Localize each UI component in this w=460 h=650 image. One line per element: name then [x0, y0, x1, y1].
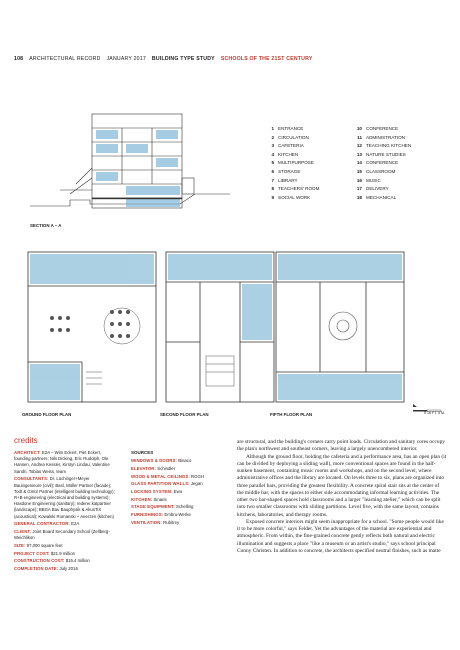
credit-entry: CONSULTANTS: Dr. Lüchinger+Meyer Bauingenieure (civil); Basl, Müller Partner (facade); Todt & Gmür Partner (intelligent building technology); R+B engineering (electrical and building systems); Hasdone Engineering (sanitary); rederer.katpartner (landscape); BBGA Bau Bauphysik & AkusTiX (acoustical); Kowalski Romanski + Aeerzen (kitchen) — [14, 476, 115, 519]
sources-heading: SOURCES — [131, 450, 154, 455]
second-floor-plan — [160, 246, 280, 408]
legend-item: 12 TEACHING KITCHEN — [356, 143, 412, 149]
magazine-name: ARCHITECTURAL RECORD — [29, 56, 101, 62]
legend-item: 18 MECHANICAL — [356, 194, 397, 200]
body-paragraph: Although the ground floor, holding the cafeteria and a performance area, has an open plan (it can be divided by deploying a sliding wall), more conventional spaces are found in the half-sunken basement, containing music rooms and workshops, and on the second level, where administrative offices and the library are located. On levels three to six, plans are organized into three parallel bars, providing the greatest flexibility. A concrete spiral stair sits at the center of the middle bar, with the spaces to either side accommodating informal learning activities. The other two bar-shaped spaces hold classrooms and a larger "learning atelier," which can be split into two smaller classrooms with sliding partitions. Level five, with the same layout, contains kitchens, laboratories, and therapy rooms. — [237, 453, 447, 518]
credit-entry: PROJECT COST: $21.9 million — [14, 550, 76, 556]
scale-labels — [424, 411, 445, 415]
legend-item: 15 CLASSROOM — [356, 168, 396, 174]
source-entry: KITCHEN: Sinaris — [131, 496, 167, 502]
section-label: SECTION A – A — [30, 223, 62, 228]
source-entry: WOOD & METAL CEILINGS: RGGH — [131, 473, 204, 479]
credits-column-2 — [131, 450, 227, 528]
body-paragraph: are structural, and the building's corners carry point loads. Circulation and sanitary cores occupy the plan's northwest and southeast corners, leaving a largely unencumbered interior. — [237, 439, 445, 453]
section-topic: SCHOOLS OF THE 21ST CENTURY — [220, 56, 313, 62]
credits-title: credits — [14, 436, 38, 445]
source-entry: WINDOWS & DOORS: Binaco — [131, 458, 192, 464]
credit-entry: COMPLETION DATE: July 2016 — [14, 565, 78, 571]
ground-floor-label: GROUND FLOOR PLAN — [22, 412, 72, 417]
legend-item: 2 CIRCULATION — [271, 134, 309, 140]
source-entry: VENTILATION: Rubitrey — [131, 519, 180, 525]
source-entry: LOCKING SYSTEM: Ewo — [131, 489, 183, 495]
legend-item: 17 DELIVERY — [356, 186, 389, 192]
page-number: 108 — [14, 56, 24, 62]
legend-item: 16 MUSIC — [356, 177, 381, 183]
legend-item: 8 TEACHERS' ROOM — [271, 186, 320, 192]
legend-item: 3 CAFETERIA — [271, 143, 304, 149]
legend-item: 13 NATURE STUDIES — [356, 151, 406, 157]
scale-zero: 0 — [424, 411, 426, 415]
scale-m: 5 M. — [438, 411, 445, 415]
credit-entry: SIZE: 97,000 square feet — [14, 542, 63, 548]
scale-ft: 16 FT. — [427, 411, 437, 415]
legend-item: 11 ADMINISTRATION — [357, 134, 405, 140]
source-entry: GLASS PARTITION WALLS: Jegan — [131, 481, 203, 487]
source-entry: STAGE EQUIPMENT: Schelling — [131, 504, 194, 510]
body-paragraph: Exposed concrete interiors might seem inappropriate for a school. "Some people would like it to be more colorful," says Felder. Yet the advantages of the material are experiential and atmospheric. From within, the fine-grained concrete gently reflects both natural and electric illumination and suggests a place "like a museum or an artist's studio," says school principal Conny Christen. In addition to concrete, the architects specified neutral finishes, such as matte — [237, 518, 444, 554]
article-body — [237, 439, 447, 555]
credit-entry: GENERAL CONTRACTOR: E2A — [14, 521, 80, 527]
ground-floor-plan — [22, 246, 162, 408]
credit-entry: CLIENT: Joint Board Secondary School (Zellberg-Weichlikon — [14, 528, 110, 541]
room-legend — [268, 126, 438, 200]
page-header — [14, 56, 313, 62]
section-name: BUILDING TYPE STUDY — [151, 56, 215, 62]
source-entry: FURNISHINGS: Embru-Werke — [131, 512, 191, 518]
legend-item: 9 SOCIAL WORK — [271, 194, 311, 200]
issue-date: JANUARY 2017 — [106, 56, 146, 62]
legend-item: 1 ENTRANCE — [271, 126, 304, 131]
legend-item: 4 KITCHEN — [271, 151, 299, 157]
legend-item: 14 CONFERENCE — [356, 160, 399, 166]
source-entry: ELEVATOR: Schindler — [131, 465, 176, 471]
legend-item: 7 LIBRARY — [271, 177, 298, 183]
section-drawing — [30, 108, 230, 218]
second-floor-label: SECOND FLOOR PLAN — [160, 412, 209, 417]
credit-entry: CONSTRUCTION COST: $15.4 million — [14, 558, 90, 564]
fifth-floor-plan — [270, 246, 410, 408]
credit-entry: ARCHITECT: E2A – Wim Eckert, Piet Eckert, founding partners; Nils Dicking, Eric Rudolph, Ole Hansen, Andrea Kessler, Kirstyn Lindau, Valentine Sandri, Tobias Weiss, team — [14, 450, 110, 474]
credits-column-1 — [14, 450, 116, 574]
fifth-floor-label: FIFTH FLOOR PLAN — [270, 412, 313, 417]
legend-item: 6 STORAGE — [271, 168, 301, 174]
legend-item: 10 CONFERENCE — [356, 126, 399, 131]
legend-item: 5 MULTIPURPOSE — [271, 160, 314, 166]
